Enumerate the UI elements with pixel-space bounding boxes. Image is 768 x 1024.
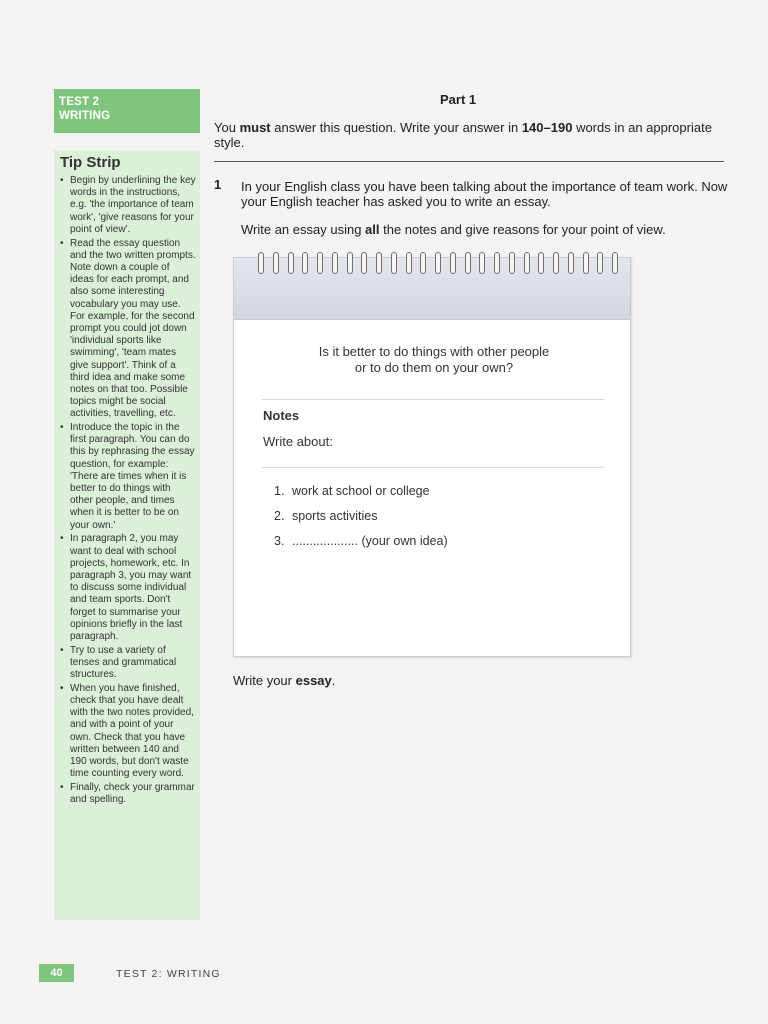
word-count-range: 140–190 bbox=[521, 120, 573, 135]
list-item bbox=[274, 484, 448, 509]
tip-item: • In paragraph 2, you may want to deal with school projects, homework, etc. In paragraph 3, you may want to discuss some individual and team sports. Don't forget to summarise your opinions briefly in the last paragraph. bbox=[60, 533, 196, 643]
tip-item: • Finally, check your grammar and spelling. bbox=[60, 782, 196, 806]
spiral-ring bbox=[479, 252, 485, 274]
spiral-ring bbox=[361, 252, 367, 274]
question-text: In your English class you have been talking about the importance of team work. Now your English teacher has asked you to write an essay. bbox=[241, 179, 728, 209]
section-label: WRITING bbox=[59, 110, 111, 122]
notes-label: Notes bbox=[263, 408, 300, 423]
notepad-rule bbox=[262, 467, 604, 468]
question-number: 1 bbox=[214, 177, 222, 192]
tip-strip bbox=[54, 150, 200, 920]
spiral-ring bbox=[450, 252, 456, 274]
spiral-ring bbox=[391, 252, 397, 274]
spiral-ring bbox=[406, 252, 412, 274]
tip-list bbox=[60, 175, 196, 806]
spiral-ring bbox=[568, 252, 574, 274]
notepad bbox=[233, 257, 631, 657]
list-item bbox=[274, 509, 448, 534]
instruction-text: Write an essay using bbox=[241, 222, 366, 237]
note-text: work at school or college bbox=[292, 484, 430, 498]
spiral-ring bbox=[288, 252, 294, 274]
spiral-ring bbox=[258, 252, 264, 274]
notepad-rule bbox=[262, 399, 604, 400]
notes-list bbox=[274, 484, 448, 559]
instruction-text: the notes and give reasons for your point of view. bbox=[379, 222, 666, 237]
instruction-text: words in an appropriate style. bbox=[214, 120, 712, 150]
essay-question-line: or to do them on your own? bbox=[354, 360, 514, 375]
spiral-ring bbox=[465, 252, 471, 274]
tip-item: • Introduce the topic in the first paragraph. You can do this by rephrasing the essay question, for example: 'There are times when it is better to do things with other people, and times when it is better to be on your own.' bbox=[60, 422, 196, 532]
spiral-ring bbox=[524, 252, 530, 274]
instruction-text: . bbox=[331, 673, 336, 688]
spiral-ring bbox=[583, 252, 589, 274]
tip-item: • Read the essay question and the two written prompts. Note down a couple of ideas for each prompt, and also some interesting vocabulary you may use. For example, for the second prompt you could jot down 'individual sports like swimming', 'team mates give support'. Think of a third idea and make some notes on that too. Possible topics might be social activities, travelling, etc. bbox=[60, 238, 196, 421]
test-section-header bbox=[54, 89, 200, 133]
spiral-ring bbox=[317, 252, 323, 274]
question-instruction bbox=[241, 222, 731, 237]
note-number: 1. bbox=[274, 484, 285, 498]
tip-item: • Begin by underlining the key words in the instructions, e.g. 'the importance of team work', 'give reasons for your point of view'. bbox=[60, 175, 196, 236]
tip-item: • Try to use a variety of tenses and grammatical structures. bbox=[60, 645, 196, 682]
list-item bbox=[274, 534, 448, 559]
note-text: sports activities bbox=[292, 509, 378, 523]
part-title: Part 1 bbox=[440, 92, 477, 107]
spiral-ring bbox=[612, 252, 618, 274]
instruction-emphasis: all bbox=[365, 222, 380, 237]
instruction-text: answer this question. Write your answer in bbox=[270, 120, 522, 135]
spiral-ring bbox=[376, 252, 382, 274]
tip-item: • When you have finished, check that you have dealt with the two notes provided, and with a point of your own. Check that you have written between 140 and 190 words, but don't waste time counting every word. bbox=[60, 683, 196, 781]
note-number: 2. bbox=[274, 509, 285, 523]
instruction-text: You bbox=[214, 120, 240, 135]
spiral-ring bbox=[435, 252, 441, 274]
instruction-emphasis: essay bbox=[295, 673, 332, 688]
spiral-ring bbox=[509, 252, 515, 274]
final-instruction bbox=[233, 673, 335, 688]
essay-question-line: Is it better to do things with other people bbox=[318, 344, 550, 359]
spiral-ring bbox=[332, 252, 338, 274]
spiral-ring bbox=[553, 252, 559, 274]
spiral-ring bbox=[494, 252, 500, 274]
task-instruction bbox=[214, 120, 714, 150]
note-text: ................... (your own idea) bbox=[292, 534, 448, 548]
test-label: TEST 2 bbox=[59, 96, 100, 108]
instruction-text: Write your bbox=[233, 673, 296, 688]
instruction-emphasis: must bbox=[239, 120, 271, 135]
page-number: 40 bbox=[39, 964, 74, 982]
note-number: 3. bbox=[274, 534, 285, 548]
spiral-ring bbox=[420, 252, 426, 274]
spiral-ring bbox=[597, 252, 603, 274]
spiral-ring bbox=[538, 252, 544, 274]
spiral-ring bbox=[347, 252, 353, 274]
write-about-label: Write about: bbox=[263, 434, 333, 449]
spiral-ring bbox=[302, 252, 308, 274]
tip-strip-title: Tip Strip bbox=[60, 154, 121, 171]
spiral-binding bbox=[258, 252, 618, 278]
divider bbox=[214, 161, 724, 162]
spiral-ring bbox=[273, 252, 279, 274]
essay-question bbox=[274, 344, 594, 376]
footer-title: TEST 2: WRITING bbox=[116, 968, 221, 980]
